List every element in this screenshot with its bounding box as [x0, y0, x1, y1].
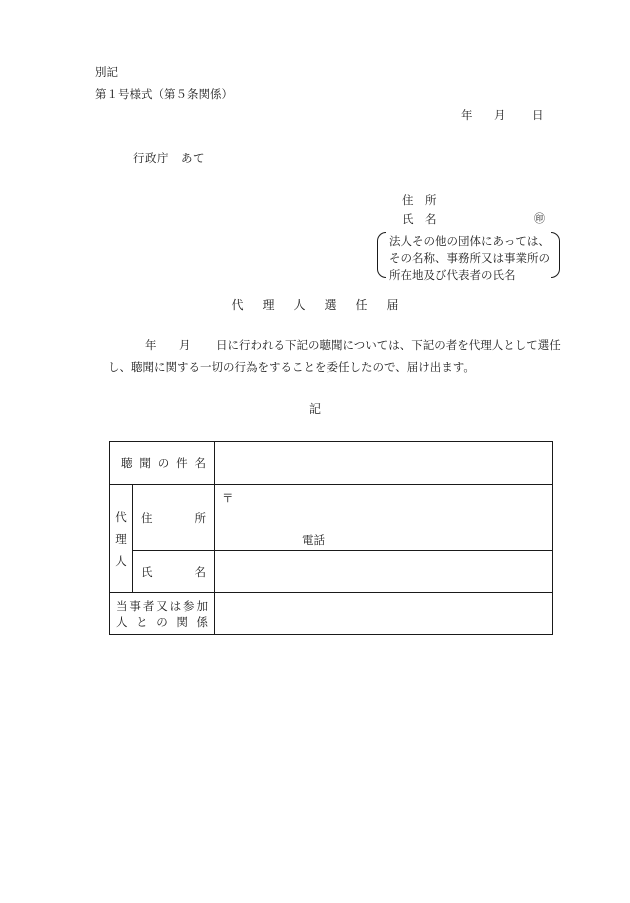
details-table: [109, 441, 553, 635]
date-year-label: 年: [461, 108, 473, 122]
agent-address-field[interactable]: [215, 485, 553, 551]
date-day-label: 日: [532, 108, 544, 122]
bracket-left: [377, 232, 386, 278]
body-text-line-1: 日に行われる下記の聴聞については、下記の者を代理人として選任: [216, 338, 561, 352]
bracket-right: [551, 232, 560, 278]
date-month-label: 月: [494, 108, 506, 122]
ki-heading: 記: [308, 402, 321, 416]
addressee: 行政庁 あて: [133, 151, 205, 165]
corporate-note-line: 法人その他の団体にあっては、: [389, 234, 550, 248]
agent-label: 代 理 人: [110, 485, 133, 593]
subject-label: 聴 聞 の 件 名: [110, 442, 215, 485]
table-row-agent-name: [110, 551, 553, 593]
applicant-address-label: 住 所: [402, 193, 437, 207]
corporate-note-line: その名称、事務所又は事業所の: [389, 251, 550, 265]
table-row-agent-address: [110, 485, 553, 551]
subject-value-field[interactable]: [215, 442, 553, 485]
relation-value-field[interactable]: [215, 593, 553, 635]
seal-icon: ㊞: [534, 212, 545, 225]
phone-label: 電話: [302, 533, 325, 547]
agent-name-field[interactable]: [215, 551, 553, 593]
body-year-label: 年: [145, 338, 157, 352]
agent-name-label: 氏 名: [133, 551, 215, 593]
form-number: 第１号様式（第５条関係）: [95, 87, 233, 101]
applicant-name-label: 氏 名: [402, 212, 437, 226]
postal-mark-icon: 〒: [222, 491, 234, 505]
table-row-relation: [110, 593, 553, 635]
table-row-subject: [110, 442, 553, 485]
body-text-line-2: し、聴聞に関する一切の行為をすることを委任したので、届け出ます。: [108, 360, 475, 374]
annex-label: 別記: [95, 65, 118, 79]
relation-label: 当 事 者 又 は 参 加 人 と の 関 係: [110, 593, 215, 635]
document-title: 代理人選任届: [231, 298, 418, 312]
body-month-label: 月: [179, 338, 191, 352]
corporate-note-line: 所在地及び代表者の氏名: [389, 268, 516, 282]
agent-address-label: 住 所: [133, 485, 215, 551]
